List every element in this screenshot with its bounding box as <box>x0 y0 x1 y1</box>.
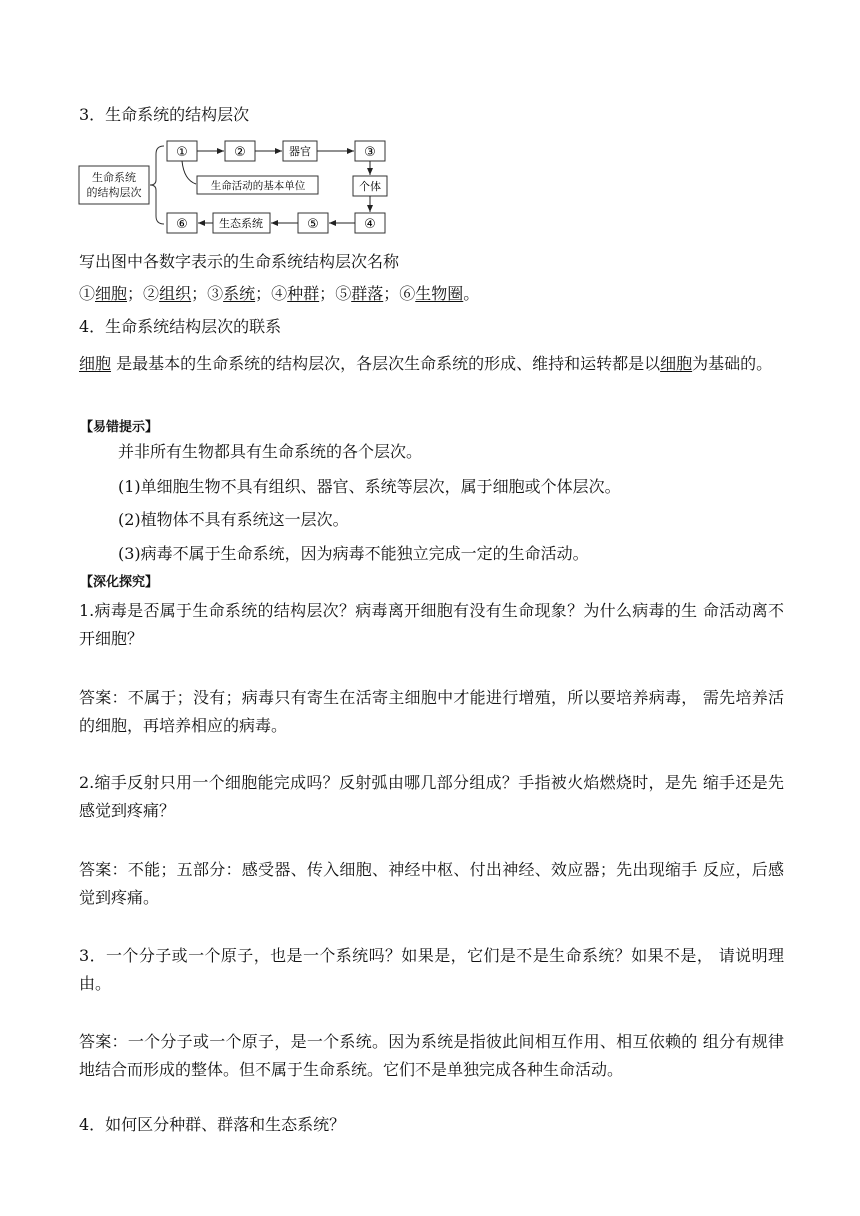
box-4-label: ④ <box>364 217 376 232</box>
root-label-2: 的结构层次 <box>86 186 142 199</box>
answer-system: 系统 <box>223 284 256 303</box>
tip-item: 并非所有生物都具有生命系统的各个层次。 <box>118 442 423 461</box>
explore-heading: 【深化探究】 <box>80 575 159 590</box>
tip-item: (1)单细胞生物不具有组织、器官、系统等层次，属于细胞或个体层次。 <box>118 477 621 496</box>
box-6-label: ⑥ <box>176 217 188 232</box>
tip-heading: 【易错提示】 <box>80 420 159 435</box>
box-ecosystem-label: 生态系统 <box>219 217 263 230</box>
answer-line: ①细胞；②组织；③系统；④种群；⑤群落；⑥生物圈。 <box>79 284 480 303</box>
question-2: 2.缩手反射只用一个细胞能完成吗？反射弧由哪几部分组成？手指被火焰燃烧时，是先 缩手还是先感觉到疼痛？ <box>79 773 784 820</box>
relation-paragraph: 细胞 是最基本的生命系统的结构层次，各层次生命系统的形成、维持和运转都是以细胞为基础的。 <box>79 354 773 373</box>
callout-leader <box>182 161 196 184</box>
answer-population: 种群 <box>287 284 320 303</box>
diagram-prompt: 写出图中各数字表示的生命系统结构层次名称 <box>79 252 400 271</box>
box-5-label: ⑤ <box>307 217 319 232</box>
root-label-1: 生命系统 <box>92 171 136 184</box>
answer-biosphere: 生物圈 <box>415 284 464 303</box>
brace <box>150 146 164 224</box>
question-3: 3．一个分子或一个原子，也是一个系统吗？如果是，它们是不是生命系统？如果不是， 请说明理由。 <box>79 946 784 993</box>
answer-2: 答案：不能；五部分：感受器、传入细胞、神经中枢、付出神经、效应器；先出现缩手 反应，后感觉到疼痛。 <box>79 860 784 907</box>
callout-label: 生命活动的基本单位 <box>210 180 306 192</box>
answer-1: 答案：不属于；没有；病毒只有寄生在活寄主细胞中才能进行增殖，所以要培养病毒， 需先培养活的细胞，再培养相应的病毒。 <box>79 688 784 735</box>
box-individual-label: 个体 <box>359 180 381 193</box>
answer-tissue: 组织 <box>159 284 192 303</box>
section-3-title: 3．生命系统的结构层次 <box>79 105 250 124</box>
box-3-label: ③ <box>364 145 376 160</box>
box-2-label: ② <box>234 145 246 160</box>
answer-community: 群落 <box>351 284 384 303</box>
hierarchy-diagram <box>78 138 398 238</box>
answer-3: 答案：一个分子或一个原子，是一个系统。因为系统是指彼此间相互作用、相互依赖的 组分有规律地结合而形成的整体。但不属于生命系统。它们不是单独完成各种生命活动。 <box>79 1032 784 1079</box>
answer-cell: 细胞 <box>95 284 128 303</box>
box-1-label: ① <box>176 145 188 160</box>
box-organ-label: 器官 <box>289 145 311 158</box>
tip-item: (3)病毒不属于生命系统，因为病毒不能独立完成一定的生命活动。 <box>118 544 589 563</box>
question-4: 4．如何区分种群、群落和生态系统？ <box>79 1115 346 1134</box>
section-4-title: 4．生命系统结构层次的联系 <box>79 317 282 336</box>
question-1: 1.病毒是否属于生命系统的结构层次？病毒离开细胞有没有生命现象？为什么病毒的生 命活动离不开细胞？ <box>79 601 784 648</box>
tip-item: (2)植物体不具有系统这一层次。 <box>118 510 349 529</box>
